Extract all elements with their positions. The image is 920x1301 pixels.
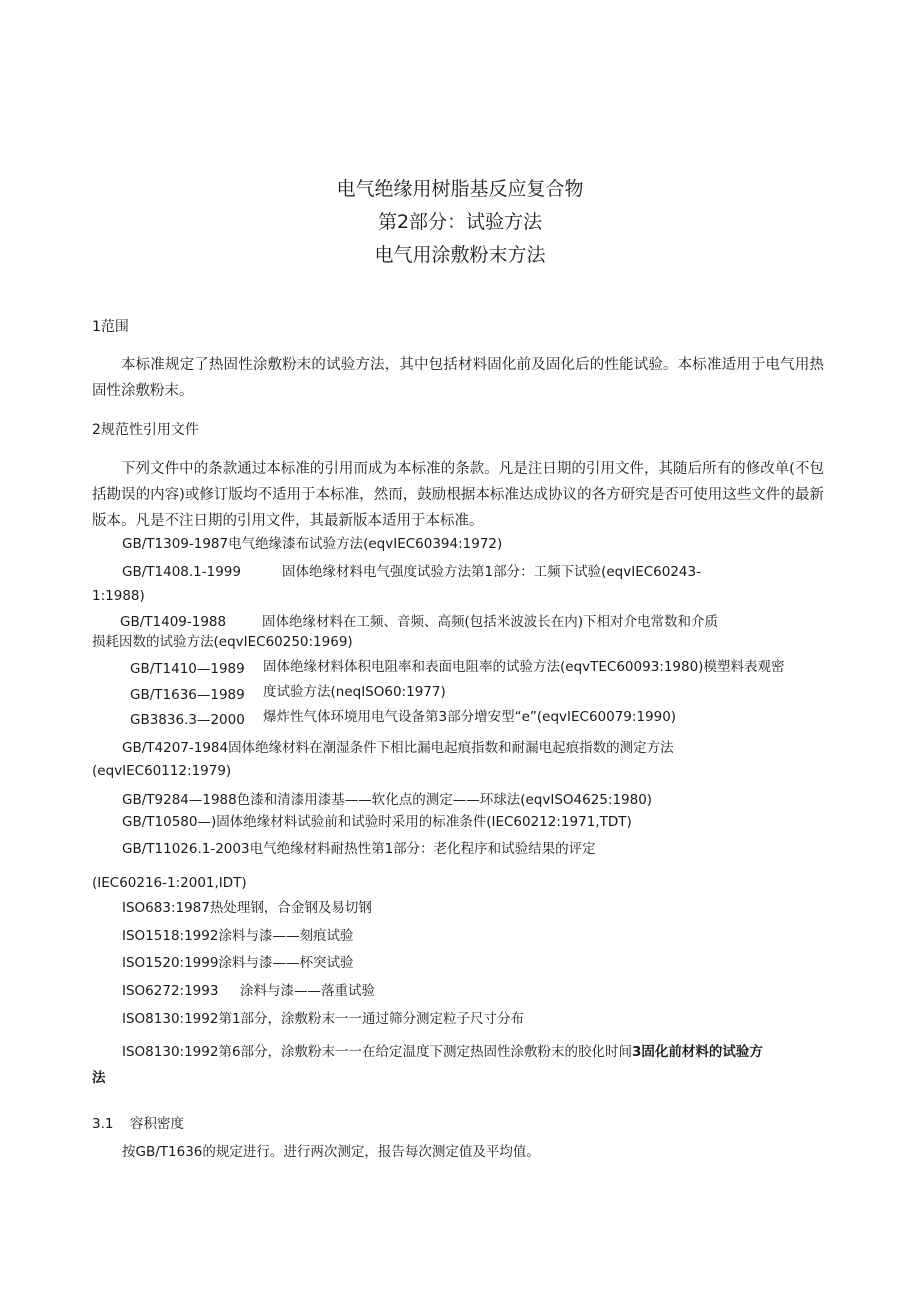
- reference-gbt1636-title: 度试验方法(neqISO60:1977): [263, 684, 446, 700]
- title-line-3: 电气用涂敷粉末方法: [374, 244, 546, 266]
- reference-gbt1636-code: GB/T1636—1989: [130, 687, 245, 703]
- reference-gbt11026-continuation: (IEC60216-1:2001,IDT): [92, 875, 247, 891]
- section-2-paragraph: 下列文件中的条款通过本标准的引用而成为本标准的条款。凡是注日期的引用文件，其随后所有的修改单(不包括勘误的内容)或修订版均不适用于本标准，然而，鼓励根据本标准达成协议的各方研究是否可使用这些文件的最新版本。凡是不注日期的引用文件，其最新版本适用于本标准。: [92, 461, 824, 529]
- section-3-1-paragraph: 按GB/T1636的规定进行。进行两次测定，报告每次测定值及平均值。: [122, 1144, 540, 1160]
- reference-gbt4207: GB/T4207-1984固体绝缘材料在潮湿条件下相比漏电起痕指数和耐漏电起痕指数的测定方法: [122, 740, 674, 756]
- reference-gbt1410-title: 固体绝缘材料体积电阻率和表面电阻率的试验方法(eqvTEC60093:1980)模塑料表观密: [263, 659, 785, 675]
- section-3-heading-inline: 3固化前材料的试验方: [632, 1044, 763, 1060]
- reference-iso6272-title: 涂料与漆——落重试验: [240, 983, 375, 999]
- section-1-paragraph: 本标准规定了热固性涂敷粉末的试验方法，其中包括材料固化前及固化后的性能试验。本标准适用于电气用热固性涂敷粉末。: [92, 357, 824, 399]
- reference-gbt1410-code: GB/T1410—1989: [130, 661, 245, 677]
- reference-gbt1309: GB/T1309-1987电气绝缘漆布试验方法(eqvIEC60394:1972): [122, 536, 503, 552]
- reference-iso8130-part1: ISO8130:1992第1部分，涂敷粉末一一通过筛分测定粒子尺寸分布: [122, 1011, 525, 1027]
- section-3-heading-continuation: 法: [92, 1070, 106, 1086]
- reference-gbt11026: GB/T11026.1-2003电气绝缘材料耐热性第1部分：老化程序和试验结果的评定: [122, 841, 596, 857]
- reference-gbt1408-continuation: 1:1988): [92, 588, 145, 604]
- reference-iso6272-code: ISO6272:1993: [122, 983, 219, 999]
- section-3-1-heading: 容积密度: [130, 1116, 184, 1132]
- reference-gbt1409-continuation: 损耗因数的试验方法(eqvIEC60250:1969): [92, 634, 353, 650]
- reference-gbt1408-code: GB/T1408.1-1999: [122, 564, 241, 580]
- reference-gb3836-code: GB3836.3—2000: [130, 712, 245, 728]
- reference-iso8130-part6: ISO8130:1992第6部分，涂敷粉末一一在给定温度下测定热固性涂敷粉末的胶化时间: [122, 1044, 633, 1060]
- reference-gb3836-title: 爆炸性气体环境用电气设备第3部分增安型“e”(eqvIEC60079:1990): [263, 709, 677, 725]
- reference-gbt1409-code: GB/T1409-1988: [120, 614, 227, 630]
- title-line-2: 第2部分：试验方法: [377, 211, 543, 233]
- reference-iso8130-part6-line: [122, 1043, 763, 1061]
- reference-gbt1408-title: 固体绝缘材料电气强度试验方法第1部分：工频下试验(eqvIEC60243-: [282, 564, 701, 580]
- title-line-1: 电气绝缘用树脂基反应复合物: [336, 178, 584, 200]
- reference-iso683: ISO683:1987热处理钢，合金钢及易切钢: [122, 900, 372, 916]
- reference-gbt4207-continuation: (eqvIEC60112:1979): [92, 763, 232, 779]
- reference-gbt1409-title: 固体绝缘材料在工频、音频、高频(包括米波波长在内)下相对介电常数和介质: [262, 614, 719, 630]
- reference-gbt9284: GB/T9284—1988色漆和清漆用漆基——软化点的测定——环球法(eqvISO4625:1980): [122, 792, 653, 808]
- reference-iso1518: ISO1518:1992涂料与漆——刻痕试验: [122, 928, 354, 944]
- reference-gbt10580: GB/T10580—)固体绝缘材料试验前和试验时采用的标准条件(IEC60212:1971,TDT): [122, 814, 632, 830]
- section-2-heading: 2规范性引用文件: [92, 422, 199, 438]
- reference-iso1520: ISO1520:1999涂料与漆——杯突试验: [122, 955, 354, 971]
- section-3-1-number: 3.1: [92, 1116, 114, 1132]
- section-1-heading: 1范围: [92, 319, 129, 335]
